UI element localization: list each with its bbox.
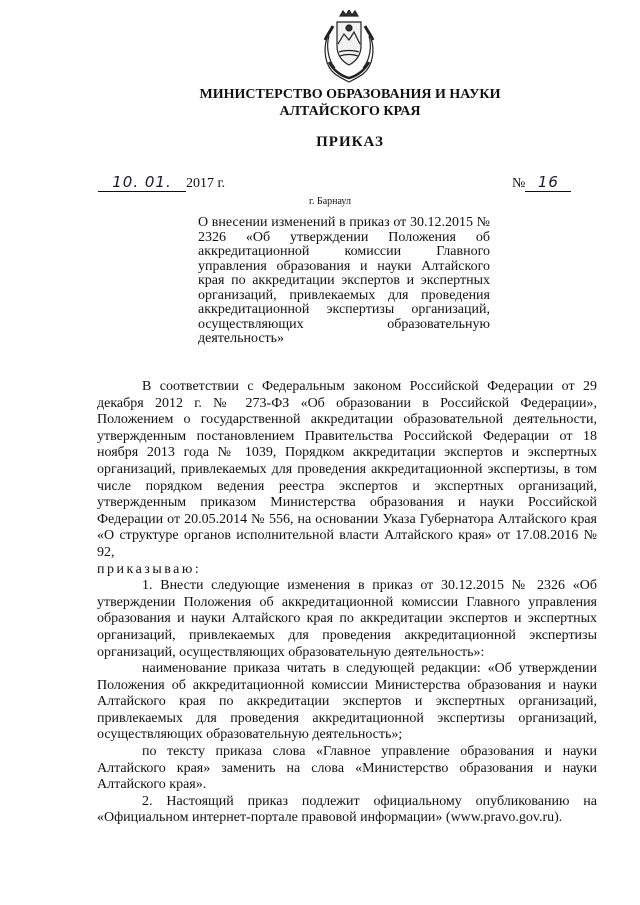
item-2-paragraph: 2. Настоящий приказ подлежит официальному опубликованию на «Официальном интернет-портале правовой информации» (www.pravo.gov.ru). bbox=[97, 793, 597, 826]
item-1-paragraph: 1. Внести следующие изменения в приказ от 30.12.2015 № 2326 «Об утверждении Положения об аккредитационной комиссии Главного управления образования и науки Алтайского края по аккредитации экспертов и экспертных организаций, привлекаемых для проведения аккредитационной экспертизы организаций, осуществляющих образовательную деятельность»: bbox=[97, 578, 597, 660]
ministry-name bbox=[150, 86, 550, 120]
document-type-title: ПРИКАЗ bbox=[316, 134, 384, 150]
number-prefix: № bbox=[512, 176, 526, 191]
document-city: г. Барнаул bbox=[309, 196, 351, 207]
item-1-rename-paragraph: наименование приказа читать в следующей редакции: «Об утверждении Положения об аккредитационной комиссии Министерства образования и науки Алтайского края по аккредитации экспертов и экспертных организаций, привлекаемых для проведения аккредитационной экспертизы организаций, осуществляющих образовательную деятельность»; bbox=[97, 661, 597, 743]
order-body bbox=[97, 379, 597, 827]
coat-of-arms-emblem bbox=[319, 10, 379, 84]
ministry-name-line2: АЛТАЙСКОГО КРАЯ bbox=[279, 104, 421, 119]
order-word: приказываю: bbox=[97, 561, 202, 577]
document-date bbox=[98, 173, 225, 192]
item-1-replace-paragraph: по тексту приказа слова «Главное управление образования и науки Алтайского края» заменить на слова «Министерство образования и науки Алтайского края». bbox=[97, 744, 597, 793]
handwritten-number: 16 bbox=[525, 173, 571, 192]
handwritten-date: 10. 01. bbox=[98, 173, 186, 192]
document-number bbox=[512, 173, 571, 192]
order-subject: О внесении изменений в приказ от 30.12.2015 № 2326 «Об утверждении Положения об аккредитационной комиссии Главного управления образования и науки Алтайского края по аккредитации экспертов и экспертных организаций, привлекаемых для проведения аккредитационной экспертизы организаций, осуществляющих образовательную деятельность» bbox=[198, 215, 490, 346]
ministry-name-line1: МИНИСТЕРСТВО ОБРАЗОВАНИЯ И НАУКИ bbox=[199, 87, 501, 102]
date-year: 2017 г. bbox=[186, 176, 226, 191]
preamble-paragraph: В соответствии с Федеральным законом Российской Федерации от 29 декабря 2012 г. № 273-ФЗ «Об образовании в Российской Федерации», Положением о государственной аккредитации образовательной деятельности, утвержденным постановлением Правительства Российской Федерации от 18 ноября 2013 года № 1039, Порядком аккредитации экспертов и экспертных организаций, привлекаемых для проведения аккредитационной экспертизы, в том числе порядком ведения реестра экспертов и экспертных организаций, утвержденным приказом Министерства образования и науки Российской Федерации от 20.05.2014 № 556, на основании Указа Губернатора Алтайского края «О структуре органов исполнительной власти Алтайского края» от 17.08.2016 № 92, bbox=[97, 379, 597, 560]
